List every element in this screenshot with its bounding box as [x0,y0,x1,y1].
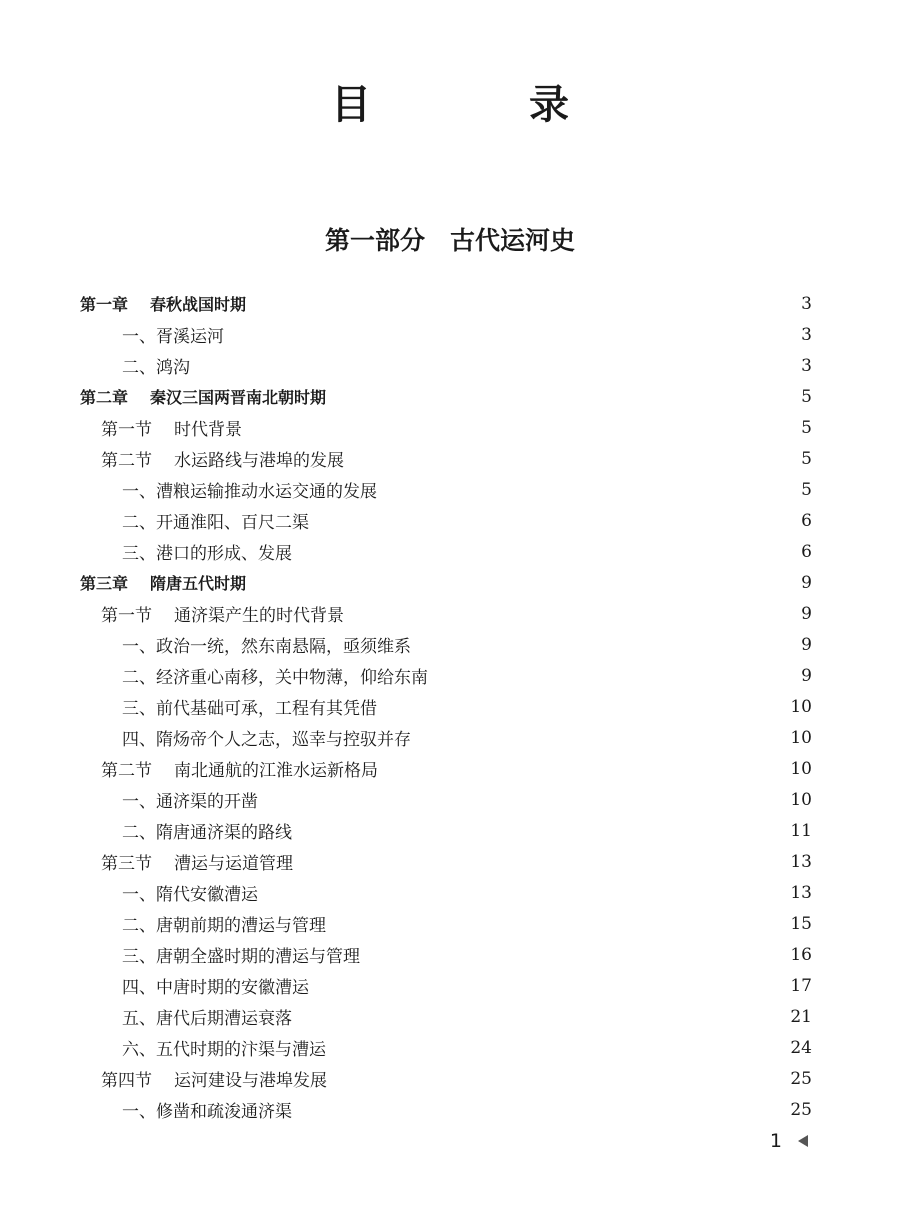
toc-page-number: 9 [801,603,812,624]
toc-entry-text: 三、港口的形成、发展 [122,544,292,564]
toc-entry-section[interactable] [0,753,900,784]
toc-page-number: 24 [790,1037,812,1058]
toc-entry-item[interactable] [0,660,900,691]
toc-page-number: 10 [790,696,812,717]
toc-entry-text: 一、修凿和疏浚通济渠 [122,1102,292,1122]
toc-entry-label [80,571,248,594]
toc-page-number: 25 [790,1068,812,1089]
page-footer [770,1130,808,1152]
part-title: 第一部分 古代运河史 [324,226,575,255]
toc-entry-section[interactable] [0,598,900,629]
dot-leader [348,607,786,621]
toc-entry-text: 二、经济重心南移，关中物薄，仰给东南 [122,668,428,688]
toc-page-number: 6 [801,510,812,531]
toc-page-number: 16 [790,944,812,965]
document-title: 目 录 [331,82,641,128]
toc-entry-item[interactable] [0,877,900,908]
table-of-contents [0,288,900,1125]
toc-entry-label [80,292,248,315]
toc-entry-item[interactable] [0,970,900,1001]
toc-entry-label [122,1035,328,1060]
toc-entry-label [101,849,295,874]
toc-entry-item[interactable] [0,629,900,660]
dot-leader [348,452,786,466]
toc-entry-text: 漕运与运道管理 [174,854,293,874]
dot-leader [296,824,786,838]
toc-entry-number: 第三章 [80,574,129,593]
toc-entry-text: 秦汉三国两晋南北朝时期 [150,388,327,407]
toc-entry-label [101,415,244,440]
toc-page-number: 3 [801,324,812,345]
toc-entry-text: 时代背景 [174,420,242,440]
toc-entry-text: 三、前代基础可承，工程有其凭借 [122,699,377,719]
toc-entry-number: 第一章 [80,295,129,314]
dot-leader [330,1041,786,1055]
toc-entry-item[interactable] [0,784,900,815]
toc-entry-label [101,446,346,471]
toc-entry-item[interactable] [0,350,900,381]
toc-page-number: 9 [801,665,812,686]
dot-leader [296,1103,786,1117]
dot-leader [262,793,786,807]
toc-entry-item[interactable] [0,939,900,970]
toc-entry-text: 五、唐代后期漕运衰落 [122,1009,292,1029]
toc-entry-text: 一、通济渠的开凿 [122,792,258,812]
dot-leader [330,917,786,931]
toc-entry-text: 水运路线与港埠的发展 [174,451,344,471]
toc-entry-label [122,539,294,564]
toc-entry-text: 南北通航的江淮水运新格局 [174,761,378,781]
toc-page-number: 13 [790,851,812,872]
toc-page-number: 17 [790,975,812,996]
toc-entry-label [122,1004,294,1029]
dot-leader [250,576,786,590]
toc-entry-text: 二、鸿沟 [122,358,190,378]
toc-entry-text: 四、中唐时期的安徽漕运 [122,978,309,998]
dot-leader [415,638,786,652]
toc-entry-item[interactable] [0,505,900,536]
toc-page-number: 5 [801,448,812,469]
dot-leader [313,514,786,528]
dot-leader [250,297,786,311]
toc-entry-label [122,1097,294,1122]
toc-page-number: 11 [790,820,812,841]
toc-entry-label [122,818,294,843]
dot-leader [415,731,786,745]
toc-entry-text: 二、开通淮阳、百尺二渠 [122,513,309,533]
toc-entry-number: 第四节 [101,1071,152,1091]
toc-page-number: 21 [790,1006,812,1027]
toc-page-number: 6 [801,541,812,562]
dot-leader [246,421,786,435]
toc-page-number: 9 [801,634,812,655]
toc-entry-item[interactable] [0,1094,900,1125]
toc-entry-number: 第一节 [101,606,152,626]
dot-leader [228,328,786,342]
toc-page-number: 10 [790,727,812,748]
toc-page-number: 9 [801,572,812,593]
dot-leader [381,700,786,714]
toc-entry-text: 通济渠产生的时代背景 [174,606,344,626]
toc-entry-chapter[interactable] [0,567,900,598]
dot-leader [296,1010,786,1024]
toc-entry-item[interactable] [0,1032,900,1063]
toc-page-number: 10 [790,758,812,779]
toc-entry-item[interactable] [0,536,900,567]
toc-entry-label [101,1066,329,1091]
toc-entry-text: 四、隋炀帝个人之志，巡幸与控驭并存 [122,730,411,750]
toc-entry-label [122,632,413,657]
toc-entry-text: 三、唐朝全盛时期的漕运与管理 [122,947,360,967]
toc-entry-item[interactable] [0,1001,900,1032]
toc-entry-label [122,787,260,812]
toc-entry-text: 二、唐朝前期的漕运与管理 [122,916,326,936]
toc-entry-text: 春秋战国时期 [150,295,247,314]
dot-leader [297,855,786,869]
toc-page-number: 25 [790,1099,812,1120]
toc-entry-label [80,385,328,408]
dot-leader [381,483,786,497]
toc-entry-section[interactable] [0,443,900,474]
toc-entry-text: 一、漕粮运输推动水运交通的发展 [122,482,377,502]
toc-entry-text: 二、隋唐通济渠的路线 [122,823,292,843]
toc-entry-label [122,725,413,750]
toc-entry-item[interactable] [0,815,900,846]
dot-leader [194,359,786,373]
dot-leader [331,1072,786,1086]
toc-entry-number: 第二节 [101,451,152,471]
toc-entry-label [122,911,328,936]
toc-page-number: 10 [790,789,812,810]
toc-entry-item[interactable] [0,474,900,505]
dot-leader [432,669,786,683]
toc-entry-label [122,322,226,347]
toc-page-number: 5 [801,417,812,438]
toc-page-number: 5 [801,386,812,407]
toc-entry-item[interactable] [0,319,900,350]
toc-entry-item[interactable] [0,691,900,722]
toc-entry-label [101,756,380,781]
toc-entry-text: 一、胥溪运河 [122,327,224,347]
toc-entry-label [122,508,311,533]
toc-page-number: 3 [801,293,812,314]
toc-entry-label [122,663,430,688]
toc-entry-text: 隋唐五代时期 [150,574,247,593]
toc-entry-number: 第二节 [101,761,152,781]
toc-entry-label [122,942,362,967]
dot-leader [313,979,786,993]
toc-entry-number: 第二章 [80,388,129,407]
toc-entry-chapter[interactable] [0,381,900,412]
toc-entry-text: 一、隋代安徽漕运 [122,885,258,905]
page-number: 1 [769,1130,782,1152]
toc-entry-number: 第一节 [101,420,152,440]
toc-page-number: 5 [801,479,812,500]
toc-entry-item[interactable] [0,908,900,939]
toc-entry-number: 第三节 [101,854,152,874]
toc-page-number: 3 [801,355,812,376]
toc-entry-label [101,601,346,626]
dot-leader [382,762,786,776]
dot-leader [262,886,786,900]
toc-entry-section[interactable] [0,1063,900,1094]
toc-entry-section[interactable] [0,412,900,443]
toc-entry-text: 六、五代时期的汴渠与漕运 [122,1040,326,1060]
toc-entry-label [122,477,379,502]
toc-entry-item[interactable] [0,722,900,753]
dot-leader [364,948,786,962]
toc-entry-label [122,353,192,378]
toc-entry-chapter[interactable] [0,288,900,319]
toc-page-number: 15 [790,913,812,934]
toc-entry-label [122,880,260,905]
toc-entry-section[interactable] [0,846,900,877]
toc-entry-label [122,973,311,998]
left-triangle-icon [798,1135,808,1147]
toc-entry-text: 运河建设与港埠发展 [174,1071,327,1091]
toc-page-number: 13 [790,882,812,903]
toc-entry-text: 一、政治一统，然东南悬隔，亟须维系 [122,637,411,657]
dot-leader [296,545,786,559]
dot-leader [330,390,786,404]
toc-entry-label [122,694,379,719]
